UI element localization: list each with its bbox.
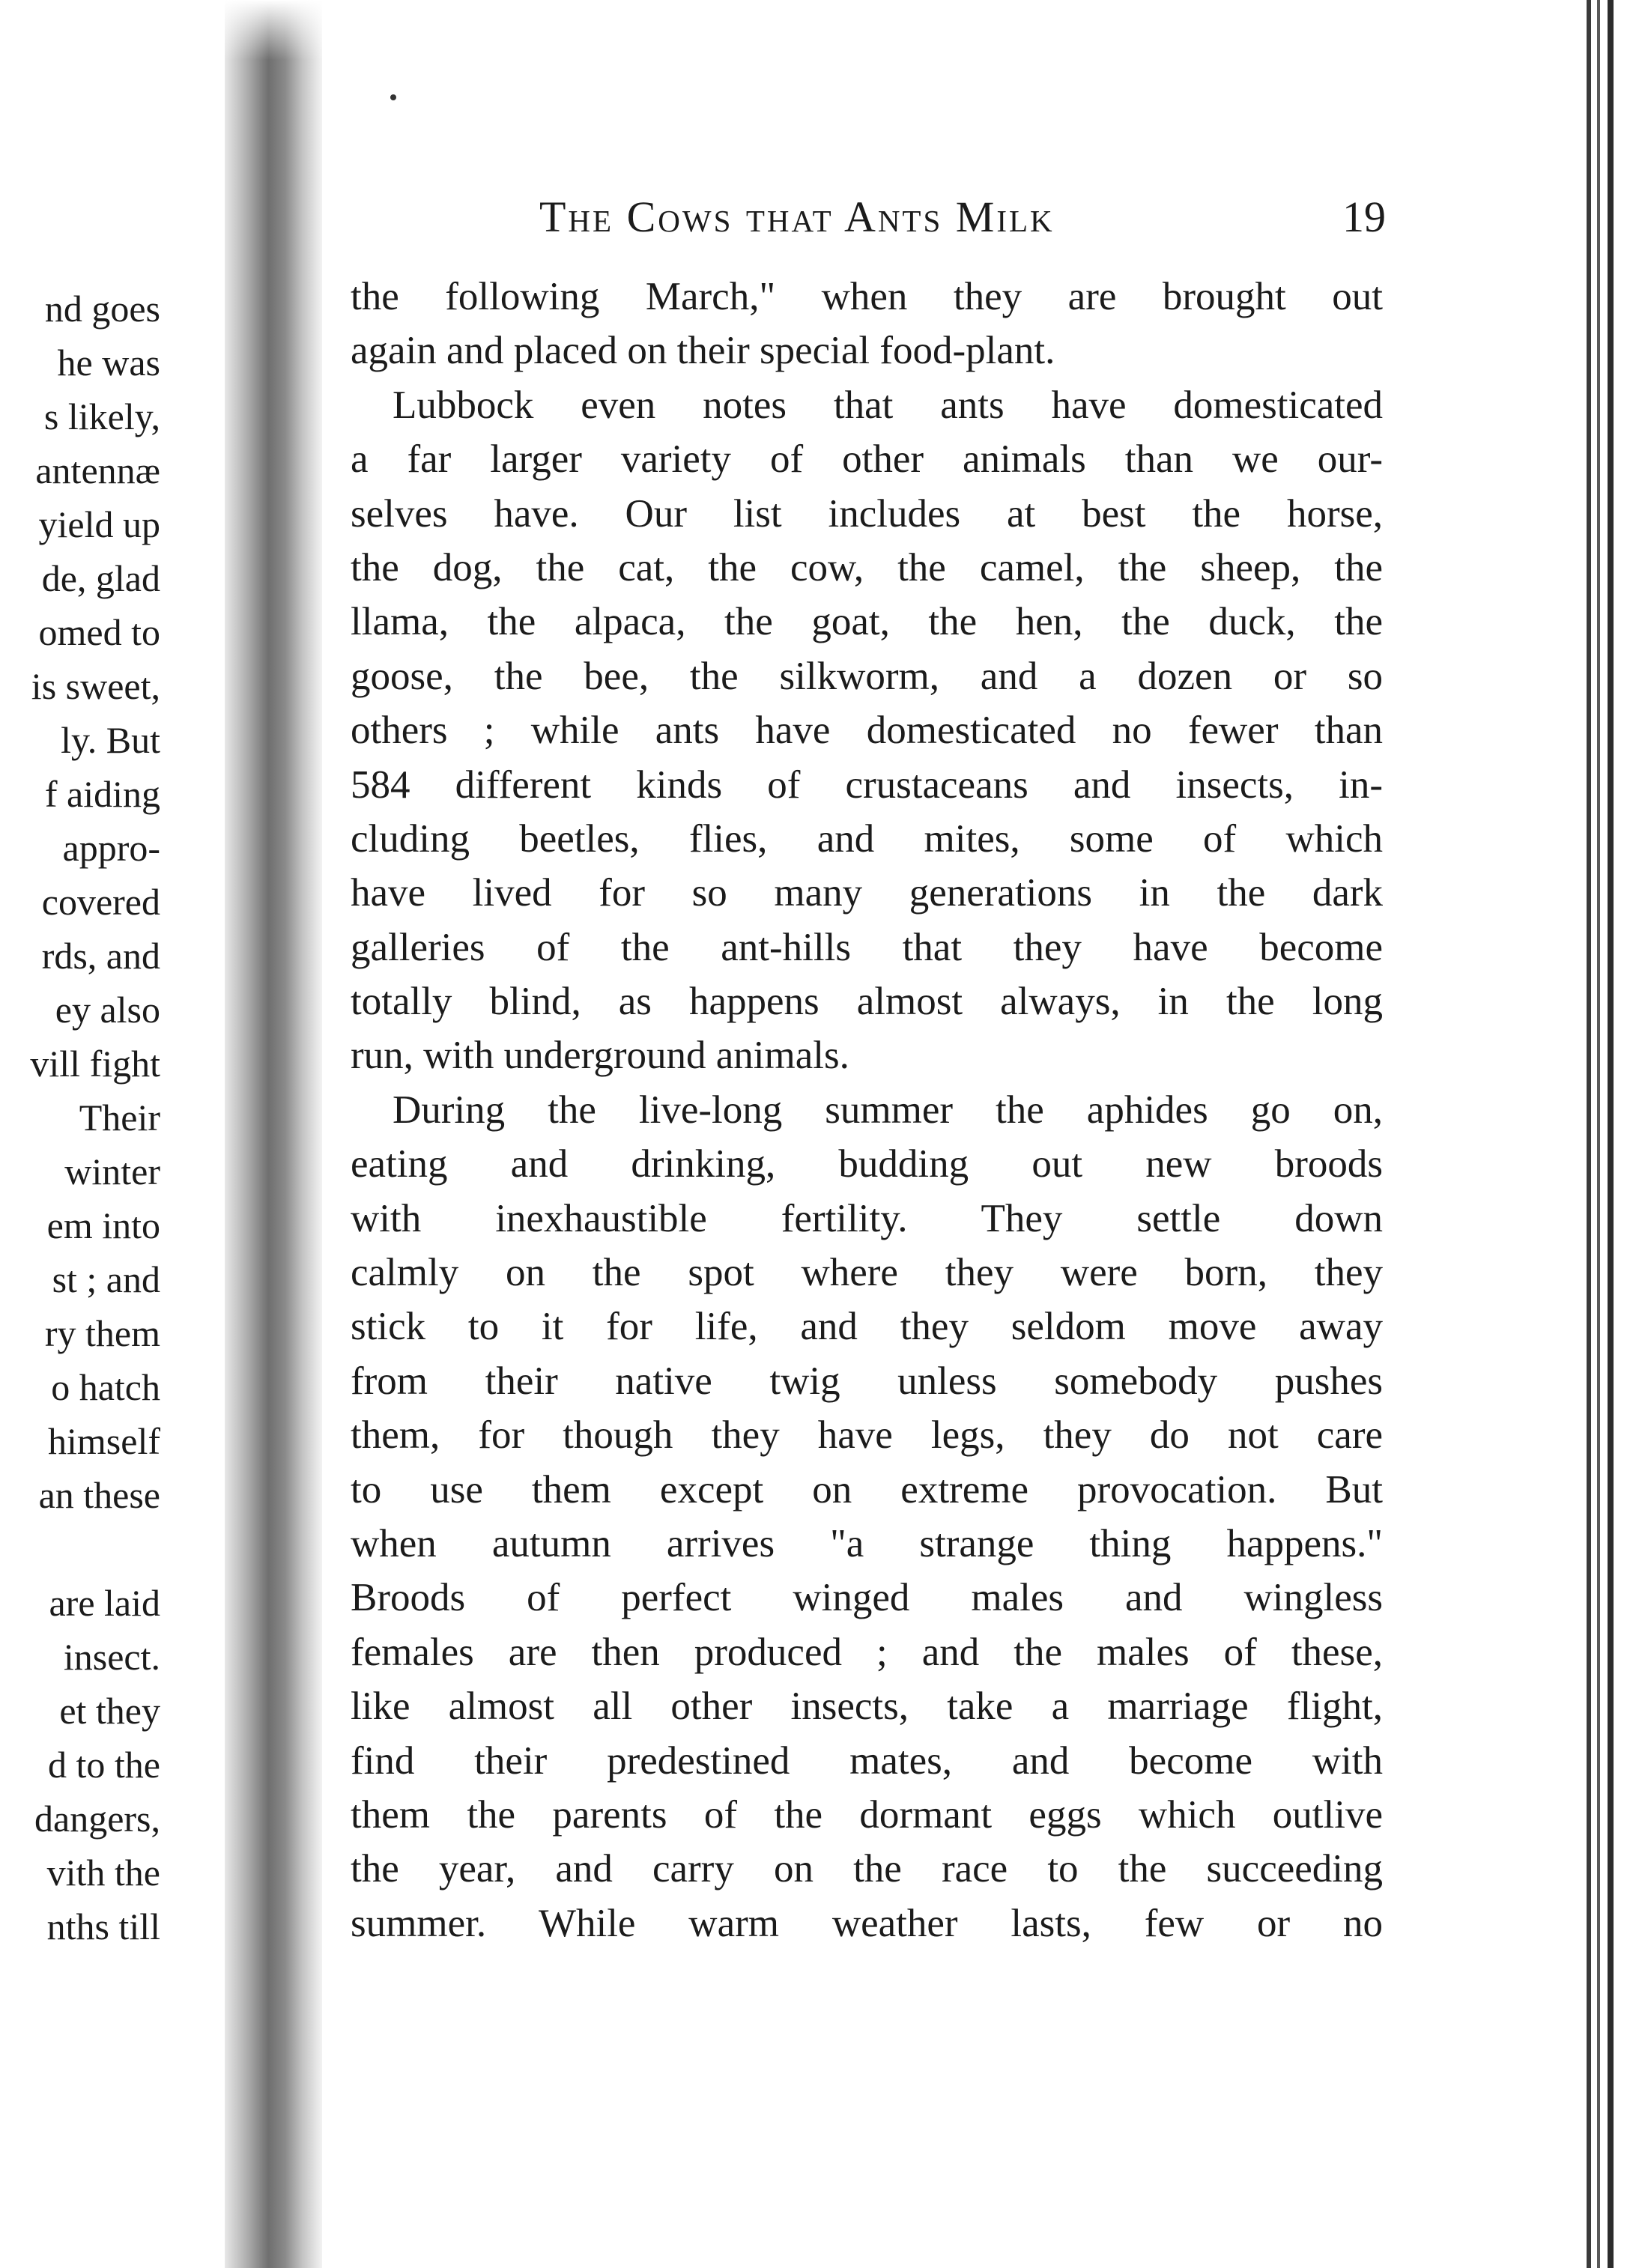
left-page-line: ey also bbox=[55, 989, 160, 1031]
text-line: stick to it for life, and they seldom move away bbox=[351, 1305, 1383, 1349]
text-line: run, with underground animals. bbox=[351, 1034, 849, 1078]
text-line: when autumn arrives "a strange thing happens." bbox=[351, 1521, 1383, 1565]
page-title: The Cows that Ants Milk bbox=[539, 192, 1055, 241]
left-page-line: are laid bbox=[49, 1582, 160, 1624]
left-page-line: appro- bbox=[62, 827, 160, 869]
page-edge-line bbox=[1608, 0, 1614, 2268]
text-line: a far larger variety of other animals than we our- bbox=[351, 437, 1383, 482]
text-line: the year, and carry on the race to the succeeding bbox=[351, 1847, 1383, 1891]
left-page-line: an these bbox=[38, 1474, 160, 1516]
text-line: like almost all other insects, take a marriage flight, bbox=[351, 1685, 1383, 1729]
left-page-line: he was bbox=[57, 342, 160, 383]
text-line: During the live-long summer the aphides go on, bbox=[393, 1088, 1383, 1132]
left-page-line: winter bbox=[64, 1150, 160, 1192]
text-line: cluding beetles, flies, and mites, some of which bbox=[351, 816, 1383, 861]
book-gutter-shadow bbox=[225, 0, 322, 2268]
left-page-line: himself bbox=[48, 1420, 160, 1462]
text-line: goose, the bee, the silkworm, and a dozen or so bbox=[351, 654, 1383, 698]
text-line: them the parents of the dormant eggs which outlive bbox=[351, 1792, 1383, 1837]
left-page-line: em into bbox=[46, 1204, 160, 1246]
left-page-line: st ; and bbox=[52, 1258, 160, 1300]
text-line: summer. While warm weather lasts, few or no bbox=[351, 1901, 1383, 1945]
page-edge-line bbox=[1587, 0, 1591, 2268]
text-line: galleries of the ant-hills that they have become bbox=[351, 925, 1383, 969]
left-page-line: ly. But bbox=[61, 719, 160, 761]
left-page-line: vill fight bbox=[30, 1043, 160, 1085]
text-line: find their predestined mates, and become with bbox=[351, 1738, 1383, 1783]
text-line: females are then produced ; and the males of these, bbox=[351, 1630, 1383, 1674]
text-line: again and placed on their special food-plant. bbox=[351, 329, 1055, 373]
left-page-line: et they bbox=[59, 1690, 160, 1732]
page-number: 19 bbox=[1342, 192, 1386, 241]
text-line: them, for though they have legs, they do not care bbox=[351, 1413, 1383, 1458]
left-page-line: dangers, bbox=[34, 1798, 160, 1840]
text-line: eating and drinking, budding out new broods bbox=[351, 1142, 1383, 1186]
left-page-line: nd goes bbox=[44, 288, 160, 330]
text-line: the dog, the cat, the cow, the camel, the sheep, the bbox=[351, 545, 1383, 589]
page-edge-line bbox=[1597, 0, 1600, 2268]
text-line: Lubbock even notes that ants have domesticated bbox=[393, 383, 1383, 427]
text-line: to use them except on extreme provocation. But bbox=[351, 1467, 1383, 1512]
text-line: Broods of perfect winged males and wingless bbox=[351, 1576, 1383, 1620]
left-page-line: de, glad bbox=[41, 557, 160, 599]
left-page-line: s likely, bbox=[43, 395, 160, 437]
text-line: others ; while ants have domesticated no fewer than bbox=[351, 709, 1383, 753]
left-page-line: yield up bbox=[38, 503, 160, 545]
left-page-line: nths till bbox=[46, 1905, 160, 1947]
text-line: the following March," when they are brought out bbox=[351, 275, 1383, 318]
text-line: 584 different kinds of crustaceans and insects, in- bbox=[351, 762, 1383, 807]
body-text bbox=[351, 270, 1383, 1950]
text-line: selves have. Our list includes at best the horse, bbox=[351, 491, 1383, 536]
text-line: calmly on the spot where they were born, they bbox=[351, 1251, 1383, 1295]
left-page-line: covered bbox=[41, 881, 160, 923]
left-page-line: is sweet, bbox=[31, 665, 160, 707]
left-page-line: f aiding bbox=[44, 773, 160, 815]
text-line: totally blind, as happens almost always, in the long bbox=[351, 980, 1383, 1024]
text-line: llama, the alpaca, the goat, the hen, the duck, the bbox=[351, 600, 1383, 644]
left-page-line: Their bbox=[79, 1097, 160, 1138]
left-page-line: vith the bbox=[46, 1852, 160, 1893]
text-line: with inexhaustible fertility. They settle down bbox=[351, 1196, 1383, 1240]
left-page-line: o hatch bbox=[51, 1366, 160, 1408]
left-page-line: rds, and bbox=[41, 935, 160, 977]
left-page-line: insect. bbox=[63, 1636, 160, 1678]
left-page-line: antennæ bbox=[35, 449, 160, 491]
left-page-line: d to the bbox=[48, 1744, 160, 1786]
gutter-highlight bbox=[225, 0, 322, 60]
left-page-line: ry them bbox=[44, 1312, 160, 1354]
text-line: have lived for so many generations in the dark bbox=[351, 871, 1383, 915]
ink-speck bbox=[390, 94, 396, 100]
left-facing-page bbox=[0, 0, 225, 2268]
text-line: from their native twig unless somebody pushes bbox=[351, 1359, 1383, 1403]
left-page-line: omed to bbox=[38, 611, 160, 653]
running-head bbox=[352, 187, 1386, 247]
